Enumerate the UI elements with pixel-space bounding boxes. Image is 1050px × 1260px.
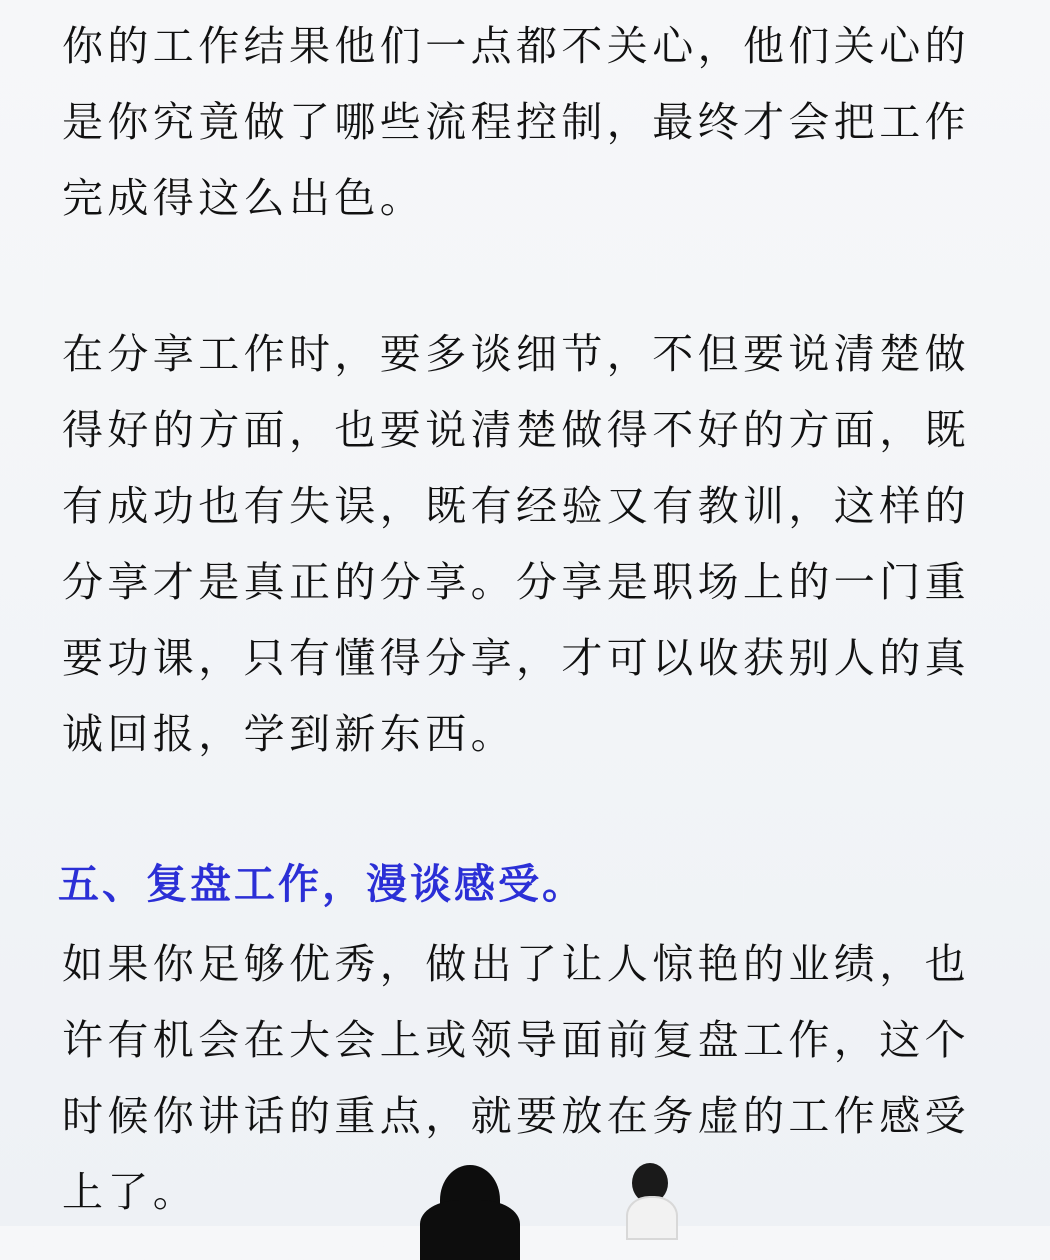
section-heading: 五、复盘工作，漫谈感受。 [58, 860, 586, 908]
person-silhouette-right-body [626, 1196, 678, 1240]
paragraph-process-control: 你的工作结果他们一点都不关心，他们关心的 是你究竟做了哪些流程控制，最终才会把工作 完成得这么出色。 [62, 22, 970, 222]
paragraph-sharing-details: 在分享工作时，要多谈细节，不但要说清楚做 得好的方面，也要说清楚做得不好的方面，既 有成功也有失误，既有经验又有教训，这样的 分享才是真正的分享。分享是职场上的一门重 要功课，只有懂得分享，才可以收获别人的真 诚回报，学到新东西。 [62, 330, 970, 758]
person-silhouette-left-body [420, 1200, 520, 1260]
paragraph-review-work: 如果你足够优秀，做出了让人惊艳的业绩，也 许有机会在大会上或领导面前复盘工作，这个 时候你讲话的重点，就要放在务虚的工作感受 上了。 [62, 940, 970, 1216]
